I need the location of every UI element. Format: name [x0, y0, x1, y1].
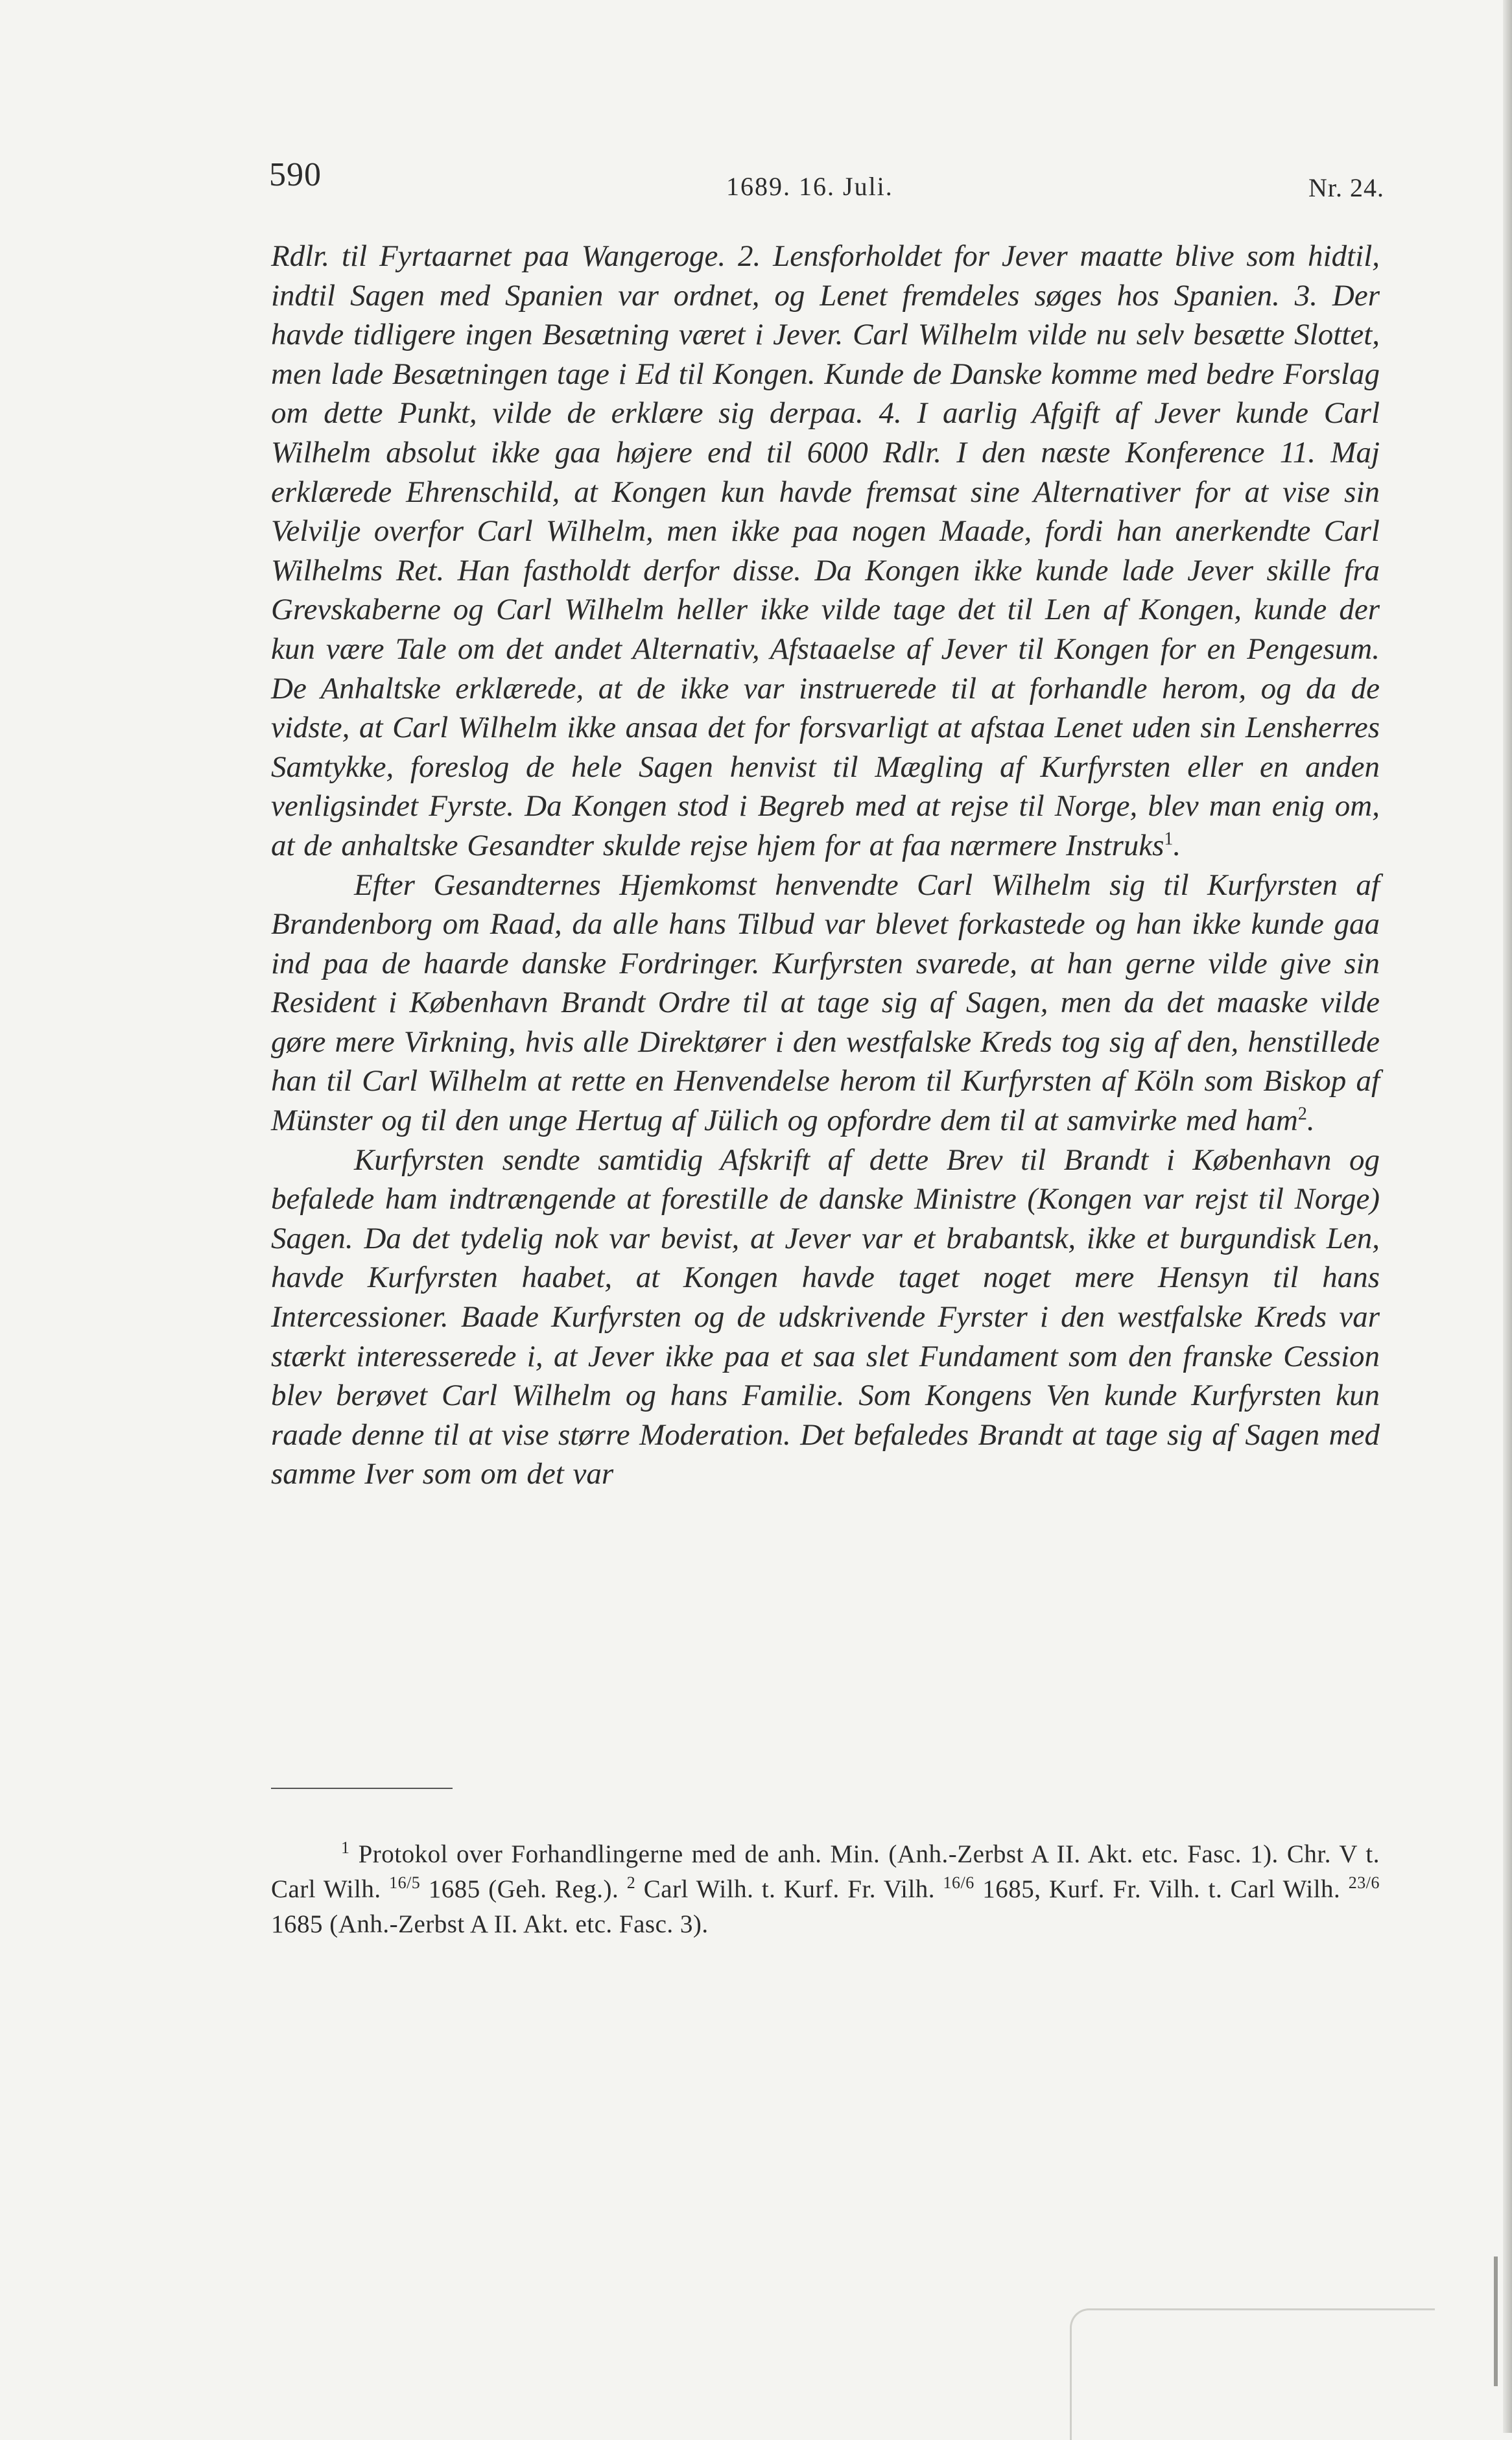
- footnote-ref-1: 1: [1164, 829, 1174, 849]
- document-number: Nr. 24.: [1308, 173, 1384, 202]
- paragraph-1-text: Rdlr. til Fyrtaarnet paa Wangeroge. 2. Lensforholdet for Jever maatte blive som hidtil, indtil Sagen med Spanien var ordnet, og Lenet fremdeles søges hos Spanien. 3. Der havde tidligere ingen Besætning været i Jever. Carl Wilhelm vilde nu selv besætte Slottet, men lade Besætningen tage i Ed til Kongen. Kunde de Danske komme med bedre Forslag om dette Punkt, vilde de erklære sig derpaa. 4. I aarlig Afgift af Jever kunde Carl Wilhelm absolut ikke gaa højere end til 6000 Rdlr. I den næste Konference 11. Maj erklærede Ehrenschild, at Kongen kun havde fremsat sine Alternativer for at vise sin Velvilje overfor Carl Wilhelm, men ikke paa nogen Maade, fordi han anerkendte Carl Wilhelms Ret. Han fastholdt derfor disse. Da Kongen ikke kunde lade Jever skille fra Grevskaberne og Carl Wilhelm heller ikke vilde tage det til Len af Kongen, kunde der kun være Tale om det andet Alternativ, Afstaaelse af Jever til Kongen for en Pengesum. De Anhaltske erklærede, at de ikke var instruerede til at forhandle herom, og da de vidste, at Carl Wilhelm ikke ansaa det for forsvarligt at afstaa Lenet uden sin Lensherres Samtykke, foreslog de hele Sagen henvist til Mægling af Kurfyrsten eller en anden venligsindet Fyrste. Da Kongen stod i Begreb med at rejse til Norge, blev man enig om, at de anhaltske Gesandter skulde rejse hjem for at faa nærmere Instruks: [271, 239, 1380, 862]
- main-text: [271, 237, 1380, 1494]
- footnote-1-date: 16/5: [389, 1873, 421, 1892]
- footnote-2-text-b: 1685, Kurf. Fr. Vilh. t. Carl Wilh.: [974, 1875, 1349, 1903]
- footnote-2-date-2: 23/6: [1348, 1873, 1380, 1892]
- paragraph-3: Kurfyrsten sendte samtidig Afskrift af dette Brev til Brandt i København og befalede ham indtrængende at forestille de danske Ministre (Kongen var rejst til Norge) Sagen. Da det tydelig nok var bevist, at Jever var et brabantsk, ikke et burgundisk Len, havde Kurfyrsten haabet, at Kongen havde taget noget mere Hensyn til hans Intercessioner. Baade Kurfyrsten og de udskrivende Fyrster i den westfalske Kreds var stærkt interesserede i, at Jever ikke paa et saa slet Fundament som den franske Cession blev berøvet Carl Wilhelm og hans Familie. Som Kongens Ven kunde Kurfyrsten kun raade denne til at vise større Moderation. Det befaledes Brandt at tage sig af Sagen med samme Iver som om det var: [271, 1143, 1380, 1491]
- page-curl-shadow: [1070, 2308, 1435, 2440]
- footnote-2-text-a: Carl Wilh. t. Kurf. Fr. Vilh.: [635, 1875, 943, 1903]
- footnote-ref-2: 2: [1297, 1104, 1307, 1124]
- footnote-2-text-c: 1685 (Anh.-Zerbst A II. Akt. etc. Fasc. 3).: [271, 1910, 709, 1938]
- paragraph-1: [271, 237, 1380, 866]
- paragraph-2-text: Efter Gesandternes Hjemkomst henvendte Carl Wilhelm sig til Kurfyrsten af Brandenborg om Raad, da alle hans Tilbud var blevet forkastede og han ikke kunde gaa ind paa de haarde danske Fordringer. Kurfyrsten svarede, at han gerne vilde give sin Resident i København Brandt Ordre til at tage sig af Sagen, men da det maaske vilde gøre mere Virkning, hvis alle Direktører i den westfalske Kreds tog sig af den, henstillede han til Carl Wilhelm at rette en Henvendelse herom til Kurfyrsten af Köln som Biskop af Münster og til den unge Hertug af Jülich og opfordre dem til at samvirke med ham: [271, 868, 1380, 1138]
- footnote-2-number: 2: [626, 1873, 636, 1892]
- page-edge: [1503, 0, 1512, 2433]
- paragraph-1-end: .: [1173, 828, 1181, 862]
- footnote-1-text-a: Protokol over Forhandlingerne med de anh. Min. (Anh.-Zerbst A II. Akt. etc. Fasc. 1). Chr. V t. Carl Wilh.: [271, 1840, 1380, 1903]
- page-number: 590: [269, 156, 322, 193]
- running-head: [269, 156, 1384, 207]
- footnote-1-text-b: 1685 (Geh. Reg.).: [420, 1875, 627, 1903]
- footnote-divider: [271, 1788, 453, 1789]
- running-date: 1689. 16. Juli.: [726, 172, 893, 201]
- footnote-1-number: 1: [341, 1838, 350, 1857]
- footnote-block: [271, 1837, 1380, 1942]
- footnote-2-date-1: 16/6: [943, 1873, 975, 1892]
- paragraph-2: [271, 866, 1380, 1141]
- paragraph-2-end: .: [1306, 1104, 1315, 1138]
- page-edge-mark: [1494, 2256, 1498, 2386]
- footnotes: [271, 1837, 1380, 1942]
